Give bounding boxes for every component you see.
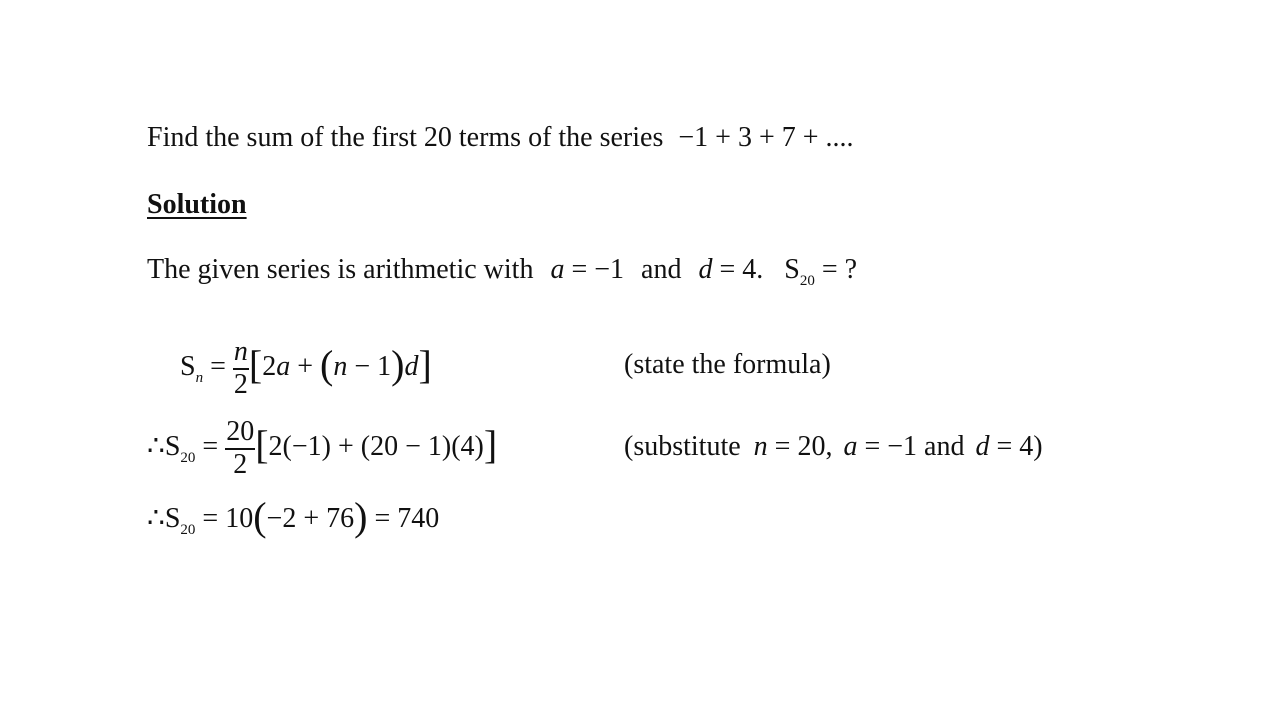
given-text: The given series is arithmetic with — [147, 254, 534, 285]
series-expression: −1 + 3 + 7 + .... — [678, 122, 854, 153]
s20-symbol: $S_{20}$ — [164, 430, 196, 466]
substitute-note: (substitute n = 20, a = −1 and d = 4) — [624, 431, 1043, 462]
result-equals: = 10 — [202, 503, 254, 534]
d-variable: d — [698, 254, 713, 285]
d-value: = 4. — [719, 254, 764, 285]
given-line — [147, 254, 857, 290]
result-line: $\therefore S_{20} = 10(-2 + 76) = 740$ — [147, 494, 440, 539]
fraction-denominator: 2 — [233, 449, 248, 480]
formula-line: $S_n$ = $\frac{n}{2}$ [2a + (n − 1)d] — [180, 336, 432, 400]
substitute-equals: = — [202, 430, 219, 462]
question-line — [147, 122, 854, 154]
a-value: = −1 — [571, 254, 625, 285]
20-over-2-fraction — [225, 418, 255, 479]
and-word: and — [641, 254, 682, 285]
therefore-symbol: ∴ — [147, 430, 165, 462]
fraction-numerator: n — [233, 338, 249, 370]
substitute-line: $\therefore S_{20}$ = $\frac{20}{2}$ [2(−1) + (20 − 1)(4)] — [147, 416, 498, 480]
final-answer: = 740 — [374, 503, 440, 534]
formula-equals: = — [210, 350, 226, 382]
question-text: Find the sum of the first 20 terms of the series — [147, 122, 664, 153]
s20-unknown: = ? — [821, 254, 858, 285]
fraction-denominator: 2 — [233, 369, 248, 400]
s20-symbol: $S_{20}$ — [164, 503, 196, 538]
therefore-symbol: ∴ — [147, 503, 165, 534]
result-body: −2 + 76 — [266, 503, 355, 534]
s20-symbol: $S_{20}$ — [784, 254, 815, 289]
substitute-body: 2(−1) + (20 − 1)(4) — [268, 430, 484, 462]
n-over-2-fraction — [233, 338, 249, 399]
solution-heading: Solution — [147, 189, 247, 220]
sn-symbol: $S_n$ — [180, 350, 204, 386]
fraction-numerator: 20 — [225, 418, 255, 450]
a-variable: a — [550, 254, 565, 285]
formula-body: 2a + (n − 1)d — [262, 341, 419, 387]
formula-note: (state the formula) — [624, 349, 831, 380]
